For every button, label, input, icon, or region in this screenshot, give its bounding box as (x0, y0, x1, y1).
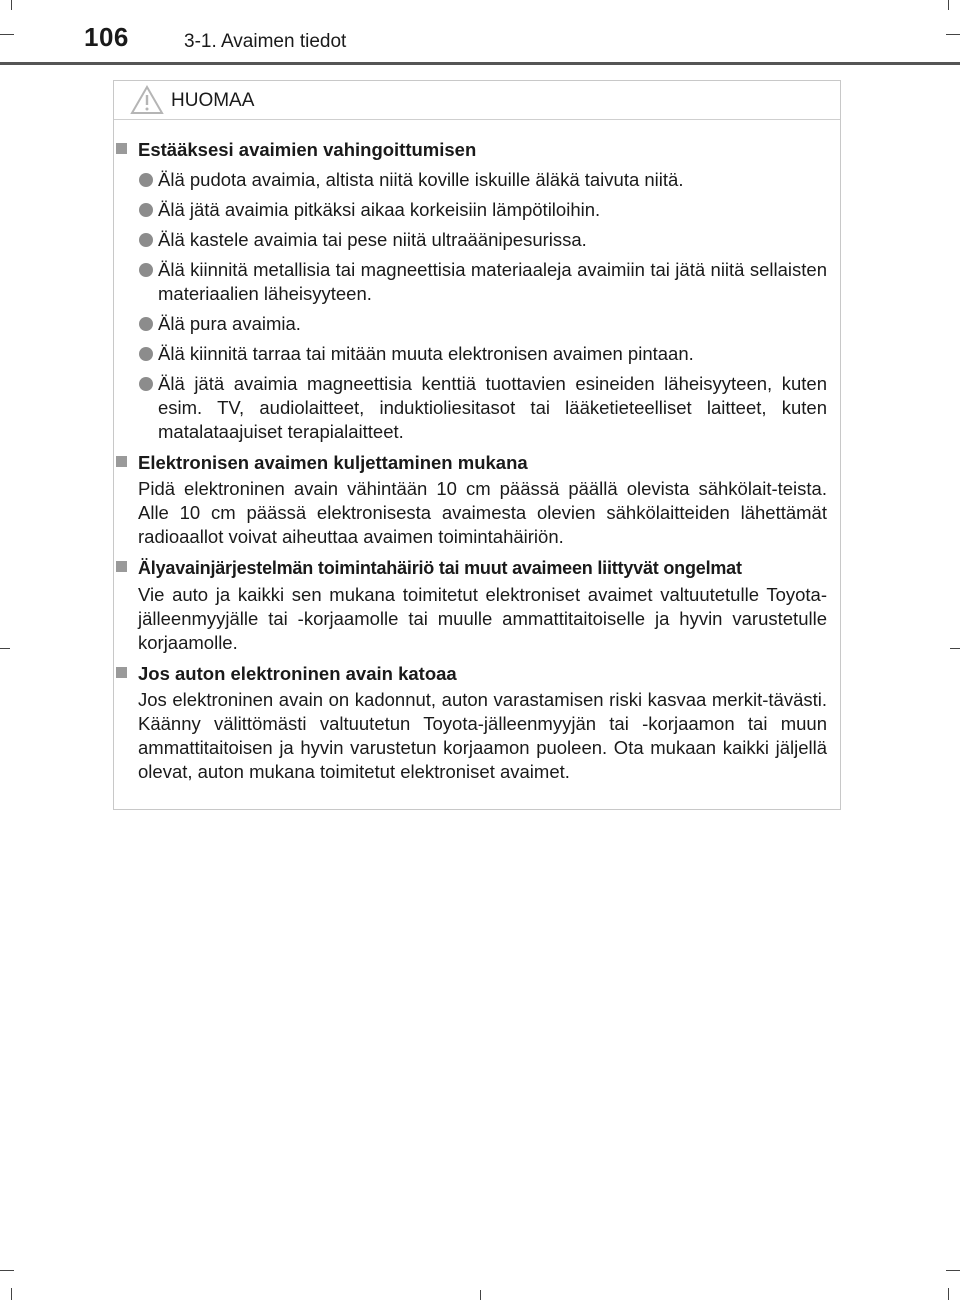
crop-mark (950, 648, 960, 649)
list-item (138, 198, 827, 222)
round-bullet-icon (139, 263, 153, 277)
crop-mark (11, 1288, 12, 1300)
list-item-text: Älä kastele avaimia tai pese niitä ultraäänipesurissa. (158, 229, 587, 250)
round-bullet-icon (139, 347, 153, 361)
warning-triangle-icon (130, 85, 164, 115)
notice-box (113, 80, 841, 810)
section-paragraph: Vie auto ja kaikki sen mukana toimitetut elektroniset avaimet valtuutetulle Toyota-jälleenmyyjälle tai -korjaamolle tai muulle ammattitaitoiselle ja hyvin varustetulle korjaamolle. (138, 584, 827, 653)
notice-label: HUOMAA (171, 90, 255, 111)
crop-mark (0, 648, 10, 649)
square-bullet-icon (116, 667, 127, 678)
header-rule (0, 62, 960, 65)
page-number: 106 (84, 22, 129, 52)
notice-header (114, 81, 840, 120)
crop-mark (0, 1270, 14, 1271)
list-item (138, 228, 827, 252)
section-paragraph: Jos elektroninen avain on kadonnut, auton varastamisen riski kasvaa merkit-tävästi. Käänny välittömästi valtuutetun Toyota-jälleenmyyjän tai -korjaamon tai muun ammattitaitoisen ja hyvin varustetun korjaamon puoleen. Ota mukaan kaikki jäljellä olevat, auton mukana toimitetut elektroniset avaimet. (138, 689, 827, 782)
section-heading-text: Elektronisen avaimen kuljettaminen mukana (138, 452, 528, 473)
square-bullet-icon (116, 561, 127, 572)
list-item (138, 312, 827, 336)
list-item-text: Älä pudota avaimia, altista niitä koville iskuille äläkä taivuta niitä. (158, 169, 684, 190)
section-heading-text: Jos auton elektroninen avain katoaa (138, 663, 457, 684)
round-bullet-icon (139, 233, 153, 247)
round-bullet-icon (139, 173, 153, 187)
square-bullet-icon (116, 456, 127, 467)
list-item-text: Älä pura avaimia. (158, 313, 301, 334)
crop-mark (946, 1270, 960, 1271)
section-heading-text: Älyavainjärjestelmän toimintahäiriö tai muut avaimeen liittyvät ongelmat (138, 558, 742, 578)
section-heading (114, 555, 840, 581)
list-item-text: Älä jätä avaimia magneettisia kenttiä tuottavien esineiden läheisyyteen, kuten esim. TV, audiolaitteet, induktioliesitasot tai lääketieteelliset laitteet, kuten matalataajuiset terapialaitteet. (158, 373, 827, 442)
list-item (138, 168, 827, 192)
crop-mark (480, 1290, 481, 1300)
list-item-text: Älä jätä avaimia pitkäksi aikaa korkeisiin lämpötiloihin. (158, 199, 601, 220)
section-heading (114, 137, 840, 162)
section-heading (114, 661, 840, 686)
section-heading-text: Estääksesi avaimien vahingoittumisen (138, 139, 477, 160)
round-bullet-icon (139, 203, 153, 217)
square-bullet-icon (116, 143, 127, 154)
list-item-text: Älä kiinnitä tarraa tai mitään muuta elektronisen avaimen pintaan. (158, 343, 694, 364)
section-title: 3-1. Avaimen tiedot (184, 31, 347, 52)
list-item-text: Älä kiinnitä metallisia tai magneettisia materiaaleja avaimiin tai jätä niitä sellaisten materiaalien läheisyyteen. (158, 259, 827, 304)
section-heading (114, 450, 840, 475)
list-item (138, 342, 827, 366)
crop-mark (948, 1288, 949, 1300)
round-bullet-icon (139, 377, 153, 391)
list-item (138, 372, 827, 444)
list-item (138, 258, 827, 306)
notice-body (114, 137, 840, 784)
round-bullet-icon (139, 317, 153, 331)
section-paragraph: Pidä elektroninen avain vähintään 10 cm päässä päällä olevista sähkölait-teista. Alle 10 cm päässä elektronisesta avaimesta olevien sähkölaitteiden lähettämät radioaallot voivat aiheuttaa avaimen toimintahäiriön. (138, 478, 827, 547)
page-header (0, 0, 960, 66)
